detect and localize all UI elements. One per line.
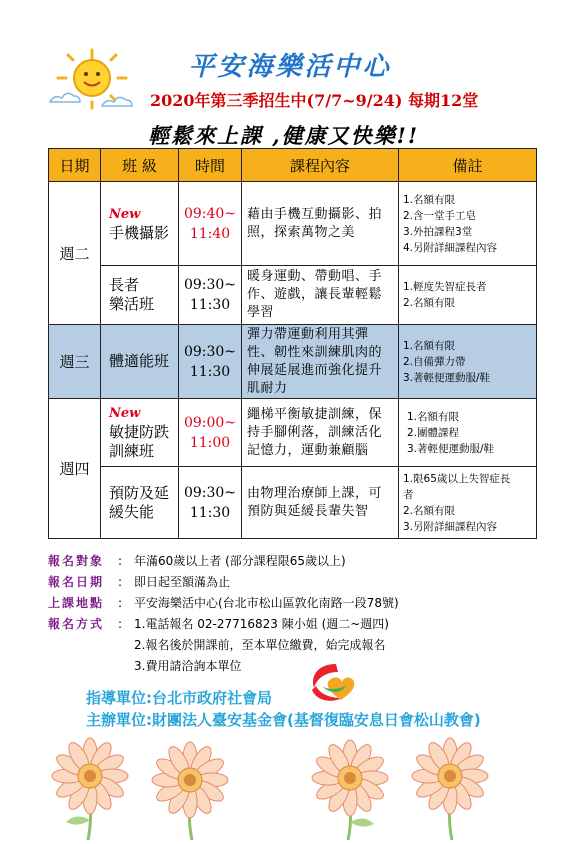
time-cell bbox=[179, 266, 242, 325]
note-item: 3.另附詳細課程內容 bbox=[403, 520, 498, 533]
guide-unit: 指導單位:台北市政府社會局 bbox=[86, 689, 272, 707]
class-name: 長者 bbox=[109, 276, 140, 294]
class-name: 緩失能 bbox=[109, 502, 155, 521]
info-row bbox=[48, 614, 399, 635]
content-cell: 由物理治療師上課，可預防與延緩長輩失智 bbox=[242, 467, 399, 539]
colon: : bbox=[118, 554, 123, 568]
note-item: 2.團體課程 bbox=[407, 426, 460, 439]
table-header-row bbox=[49, 149, 537, 182]
target-value: 年滿60歲以上者 (部分課程限65歲以上) bbox=[134, 554, 346, 568]
class-name: 敏捷防跌 bbox=[109, 423, 170, 441]
class-cell bbox=[101, 399, 179, 467]
time-end: 11:30 bbox=[189, 504, 231, 521]
notes-cell bbox=[399, 266, 537, 325]
time-start: 09:30~ bbox=[183, 277, 237, 293]
header-content: 課程內容 bbox=[242, 149, 399, 182]
note-item: 1.名額有限 bbox=[403, 193, 456, 206]
note-item: 3.著輕便運動服/鞋 bbox=[407, 442, 495, 455]
class-cell bbox=[101, 325, 179, 399]
date-value: 即日起至額滿為止 bbox=[134, 575, 231, 589]
time-end: 11:40 bbox=[189, 225, 231, 242]
content-cell: 暖身運動、帶動唱、手作、遊戲，讓長輩輕鬆學習 bbox=[242, 266, 399, 325]
notes-cell bbox=[399, 467, 537, 539]
class-name: 樂活班 bbox=[109, 295, 155, 313]
table-row bbox=[49, 399, 537, 467]
table-row bbox=[49, 467, 537, 539]
class-cell bbox=[101, 182, 179, 266]
day-cell: 週二 bbox=[49, 182, 101, 325]
info-row bbox=[48, 593, 399, 614]
registration-info bbox=[48, 551, 399, 677]
colon: : bbox=[118, 596, 123, 610]
time-start: 09:00~ bbox=[183, 414, 237, 431]
host-unit: 主辦單位:財團法人臺安基金會(基督復臨安息日會松山教會) bbox=[86, 711, 481, 729]
table-row bbox=[49, 266, 537, 325]
schedule-table bbox=[48, 148, 537, 539]
time-end: 11:30 bbox=[189, 297, 231, 313]
time-cell bbox=[179, 325, 242, 399]
page-title: 平安海樂活中心 bbox=[188, 52, 392, 82]
time-cell bbox=[179, 399, 242, 467]
slogan: 輕鬆來上課 ,健康又快樂!! bbox=[148, 123, 420, 148]
date-label: 報名日期 bbox=[48, 575, 105, 589]
class-cell bbox=[101, 266, 179, 325]
note-item: 2.名額有限 bbox=[403, 297, 456, 309]
method-label: 報名方式 bbox=[48, 617, 105, 631]
header-notes: 備註 bbox=[399, 149, 537, 182]
organization-logo bbox=[306, 660, 360, 704]
day-cell: 週三 bbox=[49, 325, 101, 399]
header-date: 日期 bbox=[49, 149, 101, 182]
note-item: 2.名額有限 bbox=[403, 504, 456, 517]
method-value: 3.費用請洽詢本單位 bbox=[134, 659, 242, 673]
colon: : bbox=[118, 617, 123, 631]
day-cell: 週四 bbox=[49, 399, 101, 539]
class-name: 體適能班 bbox=[109, 352, 170, 370]
info-row bbox=[48, 551, 399, 572]
notes-cell bbox=[399, 182, 537, 266]
header-time: 時間 bbox=[179, 149, 242, 182]
notes-cell bbox=[399, 399, 537, 467]
place-label: 上課地點 bbox=[48, 596, 105, 610]
note-item: 1.輕度失智症長者 bbox=[403, 281, 487, 293]
method-value: 1.電話報名 02-27716823 陳小姐 (週二~週四) bbox=[134, 617, 389, 631]
note-item: 1.名額有限 bbox=[407, 410, 460, 423]
info-row bbox=[48, 572, 399, 593]
note-item: 2.自備彈力帶 bbox=[403, 355, 466, 368]
place-value: 平安海樂活中心(台北市松山區敦化南路一段78號) bbox=[134, 596, 399, 610]
time-cell bbox=[179, 467, 242, 539]
note-item: 1.限65歲以上失智症長 bbox=[403, 472, 511, 485]
time-start: 09:30~ bbox=[183, 484, 237, 501]
header-class: 班 級 bbox=[101, 149, 179, 182]
time-cell bbox=[179, 182, 242, 266]
target-label: 報名對象 bbox=[48, 554, 105, 568]
info-row bbox=[48, 635, 399, 656]
note-item: 者 bbox=[403, 488, 414, 501]
class-cell bbox=[101, 467, 179, 539]
new-badge: New bbox=[109, 206, 141, 222]
note-item: 2.含一堂手工皂 bbox=[403, 209, 477, 222]
note-item: 1.名額有限 bbox=[403, 339, 456, 352]
table-row bbox=[49, 325, 537, 399]
note-item: 3.著輕便運動服/鞋 bbox=[403, 371, 491, 384]
flower-decoration-icon bbox=[50, 736, 530, 840]
content-cell: 彈力帶運動利用其彈性、韌性來訓練肌肉的伸展延展進而強化提升肌耐力 bbox=[242, 325, 399, 399]
class-name: 手機攝影 bbox=[109, 223, 170, 242]
content-cell: 藉由手機互動攝影、拍照，探索萬物之美 bbox=[242, 182, 399, 266]
method-value: 2.報名後於開課前，至本單位繳費，始完成報名 bbox=[134, 638, 386, 652]
notes-cell bbox=[399, 325, 537, 399]
colon: : bbox=[118, 575, 123, 589]
time-start: 09:30~ bbox=[183, 343, 237, 360]
class-name: 預防及延 bbox=[109, 483, 170, 502]
time-end: 11:30 bbox=[189, 363, 231, 380]
table-row bbox=[49, 182, 537, 266]
time-start: 09:40~ bbox=[183, 205, 237, 222]
content-cell: 繩梯平衡敏捷訓練，保持手腳俐落，訓練活化記憶力，運動兼顧腦 bbox=[242, 399, 399, 467]
new-badge: New bbox=[109, 406, 141, 421]
note-item: 4.另附詳細課程內容 bbox=[403, 241, 498, 254]
note-item: 3.外拍課程3堂 bbox=[403, 225, 473, 238]
class-name: 訓練班 bbox=[109, 442, 155, 460]
enrollment-subtitle: 2020年第三季招生中(7/7~9/24) 每期12堂 bbox=[150, 91, 479, 110]
time-end: 11:00 bbox=[189, 434, 231, 451]
